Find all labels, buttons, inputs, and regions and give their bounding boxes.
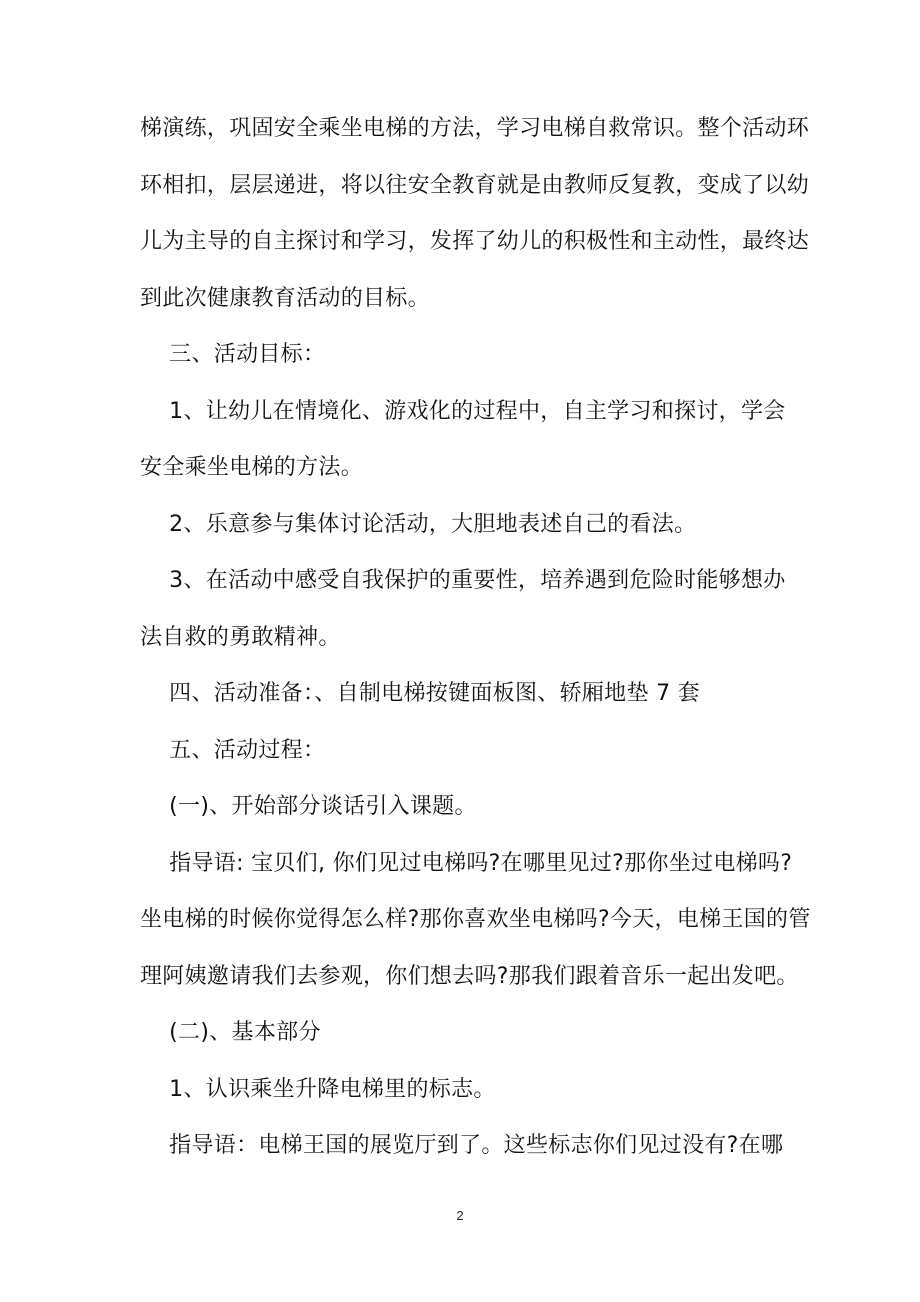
text-line: 安全乘坐电梯的方法。	[140, 455, 364, 480]
section-heading: 五、活动过程：	[140, 737, 326, 763]
text-line: 指导语: 宝贝们, 你们见过电梯吗?在哪里见过?那你坐过电梯吗?	[140, 850, 793, 876]
section-heading: 三、活动目标：	[140, 342, 326, 367]
text-line: 坐电梯的时候你觉得怎么样?那你喜欢坐电梯吗?今天，电梯王国的管	[140, 907, 811, 932]
text-line: 到此次健康教育活动的目标。	[140, 285, 430, 311]
text-line: 梯演练，巩固安全乘坐电梯的方法，学习电梯自救常识。整个活动环	[140, 116, 810, 141]
text-line: 1、认识乘坐升降电梯里的标志。	[140, 1076, 496, 1102]
text-line: 指导语：电梯王国的展览厅到了。这些标志你们见过没有?在哪	[140, 1133, 784, 1158]
text-line: 环相扣，层层递进，将以往安全教育就是由教师反复教，变成了以幼	[140, 172, 810, 198]
document-body	[140, 101, 811, 1175]
section-heading: 四、活动准备：、自制电梯按键面板图、轿厢地垫 7 套	[140, 681, 700, 706]
subsection-heading: (一)、开始部分谈话引入课题。	[140, 794, 477, 819]
text-line: 1、让幼儿在情境化、游戏化的过程中，自主学习和探讨，学会	[140, 398, 786, 424]
text-line: 儿为主导的自主探讨和学习，发挥了幼儿的积极性和主动性，最终达	[140, 229, 810, 254]
subsection-heading: (二)、基本部分	[140, 1020, 321, 1045]
text-line: 理阿姨邀请我们去参观，你们想去吗?那我们跟着音乐一起出发吧。	[140, 963, 799, 989]
page-number: 2	[456, 1208, 464, 1223]
text-line: 法自救的勇敢精神。	[140, 624, 341, 650]
text-line: 2、乐意参与集体讨论活动，大胆地表述自己的看法。	[140, 511, 697, 537]
text-line: 3、在活动中感受自我保护的重要性，培养遇到危险时能够想办	[140, 568, 786, 593]
